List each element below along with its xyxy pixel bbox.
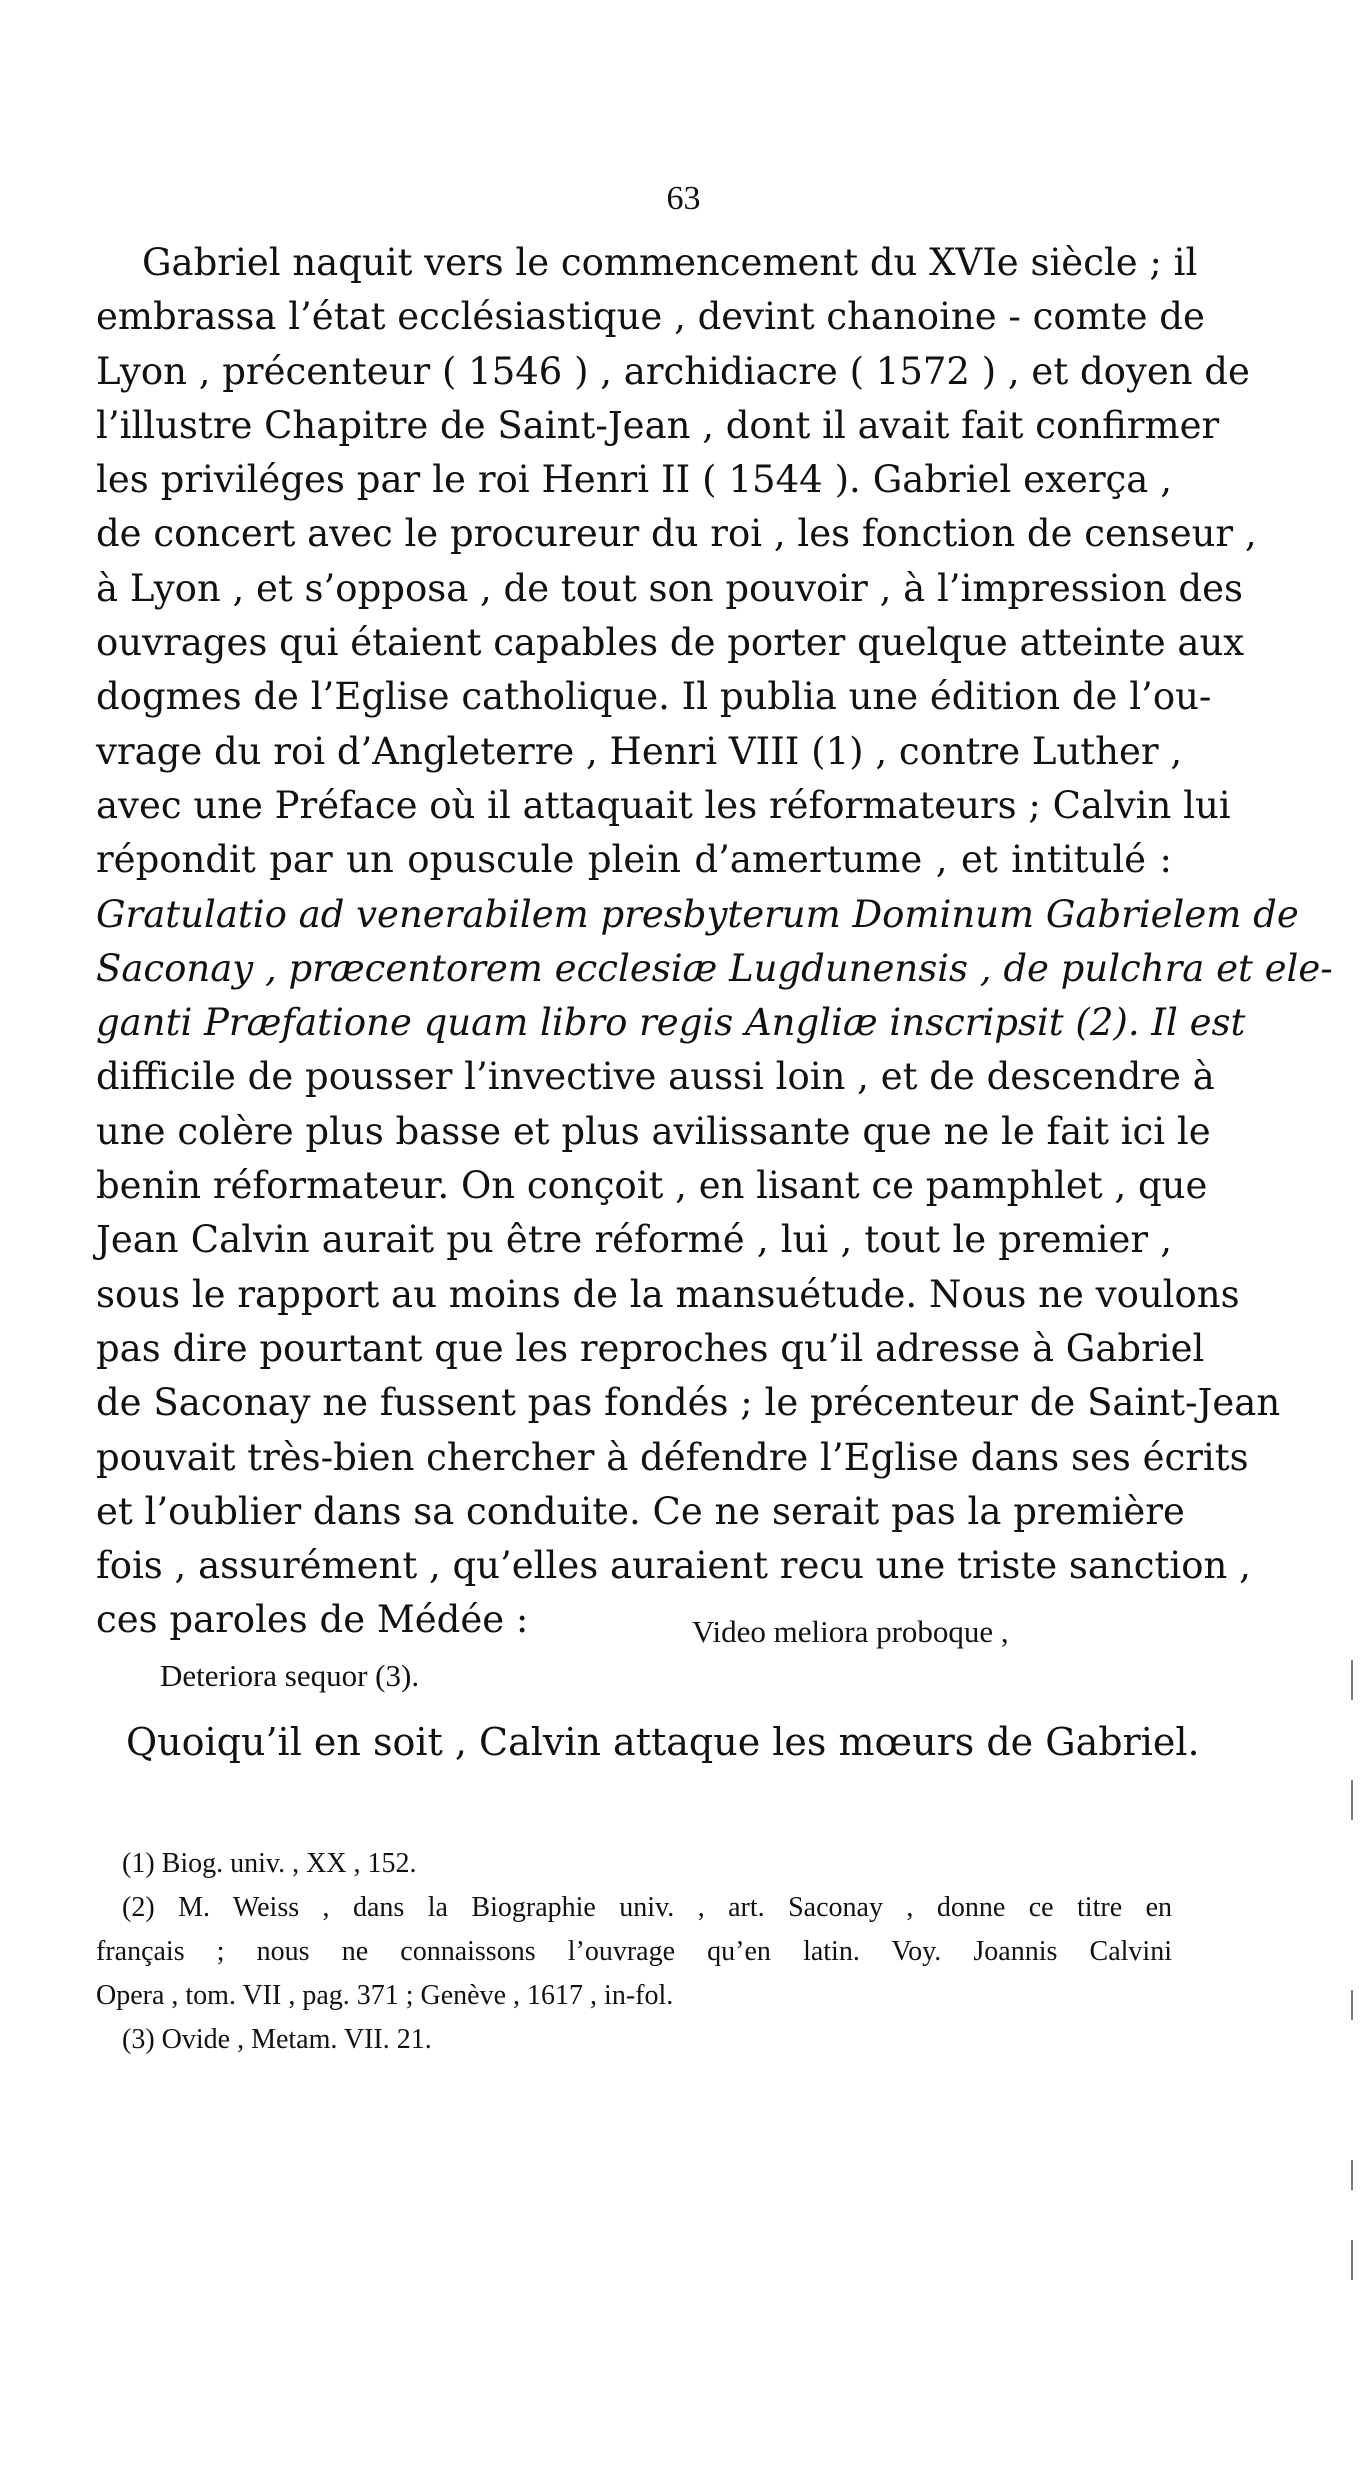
scan-mark	[1351, 1990, 1353, 2020]
quote-line-2: Deteriora sequor (3).	[160, 1658, 420, 1693]
footnote-2-line-2: français ; nous ne connaissons l’ouvrage qu’en latin. Voy. Joannis Calvini	[96, 1936, 1172, 1967]
body-line: avec une Préface où il attaquait les réformateurs ; Calvin lui	[96, 783, 1231, 827]
footnotes	[96, 1842, 1172, 2062]
body-line: Gabriel naquit vers le commencement du XVIe siècle ; il	[142, 241, 1198, 284]
body-line: les priviléges par le roi Henri II ( 1544 ). Gabriel exerça ,	[96, 458, 1172, 502]
body-line: et l’oublier dans sa conduite. Ce ne serait pas la première	[96, 1489, 1185, 1533]
body-line: fois , assurément , qu’elles auraient recu une triste sanction ,	[96, 1544, 1251, 1588]
footnote-1: (1) Biog. univ. , XX , 152.	[122, 1848, 417, 1879]
body-line: Jean Calvin aurait pu être réformé , lui , tout le premier ,	[96, 1218, 1172, 1262]
body-line: de Saconay ne fussent pas fondés ; le précenteur de Saint-Jean	[96, 1381, 1281, 1425]
body-line: dogmes de l’Eglise catholique. Il publia une édition de l’ou-	[96, 675, 1212, 719]
body-line: Lyon , précenteur ( 1546 ) , archidiacre ( 1572 ) , et doyen de	[96, 349, 1250, 393]
body-line: ganti Præfatione quam libro regis Angliæ inscripsit (2). Il est	[96, 1001, 1246, 1045]
body-line: Saconay , præcentorem ecclesiæ Lugdunensis , de pulchra et ele-	[96, 946, 1333, 990]
scan-mark	[1351, 2160, 1353, 2190]
body-line: ouvrages qui étaient capables de porter quelque atteinte aux	[96, 621, 1245, 665]
body-line: Gratulatio ad venerabilem presbyterum Dominum Gabrielem de	[96, 892, 1299, 936]
scan-mark	[1351, 1780, 1353, 1820]
scan-mark	[1351, 1660, 1353, 1700]
quote-line-1: Video meliora proboque ,	[692, 1614, 1009, 1649]
body-line: une colère plus basse et plus avilissante que ne le fait ici le	[96, 1109, 1211, 1153]
body-line: difficile de pousser l’invective aussi loin , et de descendre à	[96, 1055, 1215, 1099]
body-line: à Lyon , et s’opposa , de tout son pouvoir , à l’impression des	[96, 566, 1243, 610]
scan-mark	[1351, 2240, 1353, 2280]
footnote-2-line-3: Opera , tom. VII , pag. 371 ; Genève , 1617 , in-fol.	[96, 1980, 674, 2011]
body-line: vrage du roi d’Angleterre , Henri VIII (1) , contre Luther ,	[96, 729, 1183, 773]
body-line: répondit par un opuscule plein d’amertume , et intitulé :	[96, 838, 1172, 882]
body-line: ces paroles de Médée :	[96, 1598, 529, 1642]
body-line: pas dire pourtant que les reproches qu’il adresse à Gabriel	[96, 1326, 1205, 1370]
body-line: benin réformateur. On conçoit , en lisant ce pamphlet , que	[96, 1164, 1208, 1208]
closing-sentence: Quoiqu’il en soit , Calvin attaque les mœurs de Gabriel.	[126, 1720, 1200, 1764]
scan-margin-marks	[1327, 0, 1367, 2489]
body-line: l’illustre Chapitre de Saint-Jean , dont il avait fait confirmer	[96, 403, 1220, 447]
page-number: 63	[666, 180, 701, 217]
body-line: sous le rapport au moins de la mansuétude. Nous ne voulons	[96, 1272, 1240, 1316]
footnote-3: (3) Ovide , Metam. VII. 21.	[122, 2024, 432, 2055]
body-line: de concert avec le procureur du roi , les fonction de censeur ,	[96, 512, 1257, 556]
footnote-2-line-1: (2) M. Weiss , dans la Biographie univ. , art. Saconay , donne ce titre en	[122, 1892, 1172, 1923]
body-line: pouvait très-bien chercher à défendre l’Eglise dans ses écrits	[96, 1435, 1249, 1479]
body-text	[96, 236, 1333, 1648]
body-line: embrassa l’état ecclésiastique , devint chanoine - comte de	[96, 295, 1205, 339]
